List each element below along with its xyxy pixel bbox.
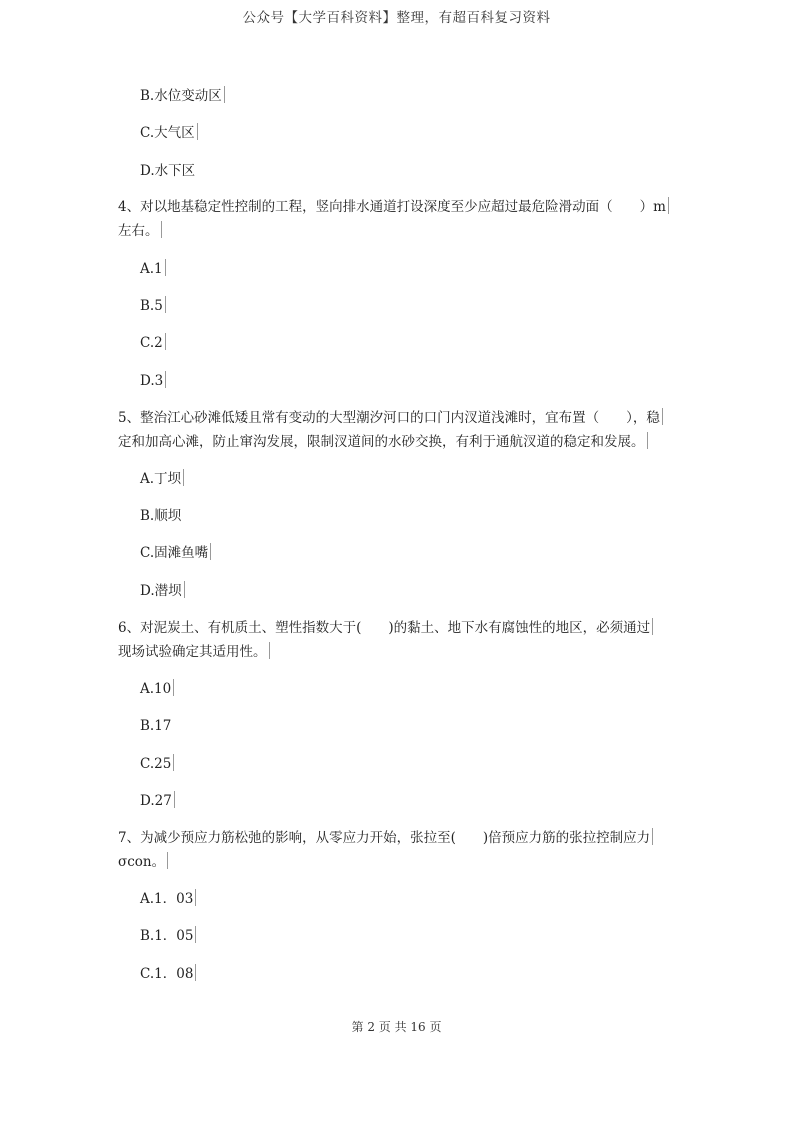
q7-option-c-text: C.1．08 xyxy=(140,966,194,982)
page-header: 公众号【大学百科资料】整理，有超百科复习资料 xyxy=(242,10,551,26)
q4-stem-line1 xyxy=(118,197,669,217)
q5-option-a-text: A.丁坝 xyxy=(140,471,182,487)
q3-option-d xyxy=(140,161,195,181)
q7-option-b-text: B.1．05 xyxy=(140,928,194,944)
q6-option-d xyxy=(140,791,175,811)
q6-stem-line1-text: 6、对泥炭土、有机质土、塑性指数大于( )的黏土、地下水有腐蚀性的地区，必须通过 xyxy=(118,620,651,636)
q3-option-b-text: B.水位变动区 xyxy=(140,88,222,104)
text-cursor-mark xyxy=(173,754,174,771)
text-cursor-mark xyxy=(210,543,211,560)
q7-option-a-text: A.1．03 xyxy=(140,891,194,907)
q4-option-a xyxy=(140,259,166,279)
text-cursor-mark xyxy=(647,432,648,449)
q4-option-d-text: D.3 xyxy=(140,373,164,389)
q7-option-a xyxy=(140,889,196,909)
page-footer: 第 2 页 共 16 页 xyxy=(351,1020,442,1034)
q5-option-b-text: B.顺坝 xyxy=(140,508,182,524)
text-cursor-mark xyxy=(197,123,198,140)
q5-stem-line2-text: 定和加高心滩，防止窜沟发展，限制汊道间的水砂交换，有利于通航汊道的稳定和发展。 xyxy=(118,434,645,450)
text-cursor-mark xyxy=(173,679,174,696)
text-cursor-mark xyxy=(652,618,653,635)
text-cursor-mark xyxy=(174,791,175,808)
q6-option-a xyxy=(140,679,174,699)
q5-option-c-text: C.固滩鱼嘴 xyxy=(140,545,209,561)
text-cursor-mark xyxy=(662,408,663,425)
q4-option-d xyxy=(140,371,166,391)
text-cursor-mark xyxy=(165,296,166,313)
text-cursor-mark xyxy=(224,86,225,103)
q7-stem-line2 xyxy=(118,852,168,872)
text-cursor-mark xyxy=(195,964,196,981)
q6-option-c-text: C.25 xyxy=(140,756,172,772)
text-cursor-mark xyxy=(184,581,185,598)
q5-stem-line1 xyxy=(118,408,663,428)
q6-option-d-text: D.27 xyxy=(140,793,172,809)
text-cursor-mark xyxy=(165,371,166,388)
q4-option-c-text: C.2 xyxy=(140,335,163,351)
q4-stem-line1-text: 4、对以地基稳定性控制的工程，竖向排水通道打设深度至少应超过最危险滑动面（ ）m xyxy=(118,199,666,215)
text-cursor-mark xyxy=(183,469,184,486)
text-cursor-mark xyxy=(668,197,669,214)
q6-option-c xyxy=(140,754,174,774)
text-cursor-mark xyxy=(195,889,196,906)
q3-option-b xyxy=(140,86,225,106)
text-cursor-mark xyxy=(167,852,168,869)
q3-option-c-text: C.大气区 xyxy=(140,125,195,141)
q7-stem-line2-text: σcon。 xyxy=(118,854,166,870)
q6-stem-line2 xyxy=(118,642,270,662)
q6-option-b-text: B.17 xyxy=(140,718,172,734)
q5-option-d-text: D.潜坝 xyxy=(140,583,182,599)
q6-stem-line2-text: 现场试验确定其适用性。 xyxy=(118,644,267,660)
q4-option-a-text: A.1 xyxy=(140,261,163,277)
q6-stem-line1 xyxy=(118,618,653,638)
text-cursor-mark xyxy=(161,221,162,238)
text-cursor-mark xyxy=(165,333,166,350)
q3-option-d-text: D.水下区 xyxy=(140,163,196,179)
text-cursor-mark xyxy=(652,828,653,845)
q7-stem-line1 xyxy=(118,828,653,848)
q5-option-b xyxy=(140,506,181,526)
text-cursor-mark xyxy=(269,642,270,659)
q6-option-a-text: A.10 xyxy=(140,681,172,697)
text-cursor-mark xyxy=(165,259,166,276)
q5-stem-line1-text: 5、整治江心砂滩低矮且常有变动的大型潮汐河口的口门内汊道浅滩时，宜布置（ ），稳 xyxy=(118,410,660,426)
q7-option-b xyxy=(140,926,196,946)
q5-stem-line2 xyxy=(118,432,648,452)
q4-option-b xyxy=(140,296,166,316)
q5-option-d xyxy=(140,581,185,601)
q7-stem-line1-text: 7、为减少预应力筋松弛的影响，从零应力开始，张拉至( )倍预应力筋的张拉控制应力 xyxy=(118,830,651,846)
q5-option-c xyxy=(140,543,211,563)
q4-stem-line2-text: 左右。 xyxy=(118,223,159,239)
q7-option-c xyxy=(140,964,196,984)
q3-option-c xyxy=(140,123,198,143)
q4-option-c xyxy=(140,333,166,353)
q6-option-b xyxy=(140,716,171,736)
q4-option-b-text: B.5 xyxy=(140,298,163,314)
q5-option-a xyxy=(140,469,184,489)
text-cursor-mark xyxy=(195,926,196,943)
q4-stem-line2 xyxy=(118,221,162,241)
